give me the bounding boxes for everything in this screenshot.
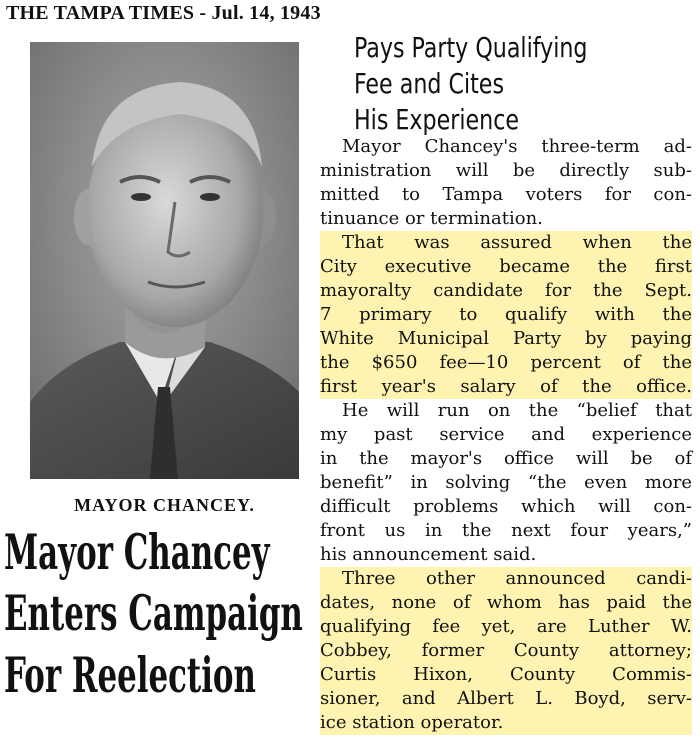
article-line: White Municipal Party by paying xyxy=(320,328,692,349)
article-line: the $650 fee—10 percent of the xyxy=(320,352,692,373)
article-paragraph xyxy=(320,135,692,231)
article-line: Three other announced candi- xyxy=(342,568,692,589)
subheadline-line: Fee and Cites xyxy=(354,67,505,100)
article-line: ice station operator. xyxy=(320,712,504,733)
article-line: City executive became the first xyxy=(320,256,692,277)
article-line: Mayor Chancey's three-term ad- xyxy=(342,136,692,157)
headline-line: Enters Campaign xyxy=(4,584,303,643)
article-body xyxy=(320,135,692,735)
article-line: my past service and experience xyxy=(320,424,692,445)
article-line: dates, none of whom has paid the xyxy=(320,592,692,613)
headline-line: Mayor Chancey xyxy=(4,523,270,581)
mayor-portrait-photo xyxy=(30,42,299,479)
photo-caption: MAYOR CHANCEY. xyxy=(74,495,255,515)
article-line: Curtis Hixon, County Commis- xyxy=(320,664,692,685)
highlighted-paragraph xyxy=(320,567,692,735)
article-line: front us in the next four years,” xyxy=(320,520,692,541)
highlighted-paragraph xyxy=(320,231,692,399)
headline-line: For Reelection xyxy=(4,645,256,704)
article-line: That was assured when the xyxy=(342,232,692,253)
headline xyxy=(4,522,303,706)
article-line: qualifying fee yet, are Luther W. xyxy=(320,616,692,637)
article-line: in the mayor's office will be of xyxy=(320,448,692,469)
article-line: mitted to Tampa voters for con- xyxy=(320,184,692,205)
article-line: benefit” in solving “the even more xyxy=(320,472,692,493)
article-paragraph xyxy=(320,399,692,567)
article-line: ministration will be directly sub- xyxy=(320,160,692,181)
subheadline-line: Pays Party Qualifying xyxy=(354,31,588,64)
article-line: difficult problems which will con- xyxy=(320,496,692,517)
article-line: sioner, and Albert L. Boyd, serv- xyxy=(320,688,692,709)
subheadline xyxy=(354,30,588,138)
article-line: his announcement said. xyxy=(320,544,537,565)
article-line: mayoralty candidate for the Sept. xyxy=(320,280,692,301)
article-line: tinuance or termination. xyxy=(320,208,543,229)
article-line: 7 primary to qualify with the xyxy=(320,304,692,325)
subheadline-line: His Experience xyxy=(354,103,520,136)
article-line: first year's salary of the office. xyxy=(320,376,692,397)
article-line: He will run on the “belief that xyxy=(342,400,692,421)
article-line: Cobbey, former County attorney; xyxy=(320,640,692,661)
masthead: THE TAMPA TIMES - Jul. 14, 1943 xyxy=(6,2,321,24)
